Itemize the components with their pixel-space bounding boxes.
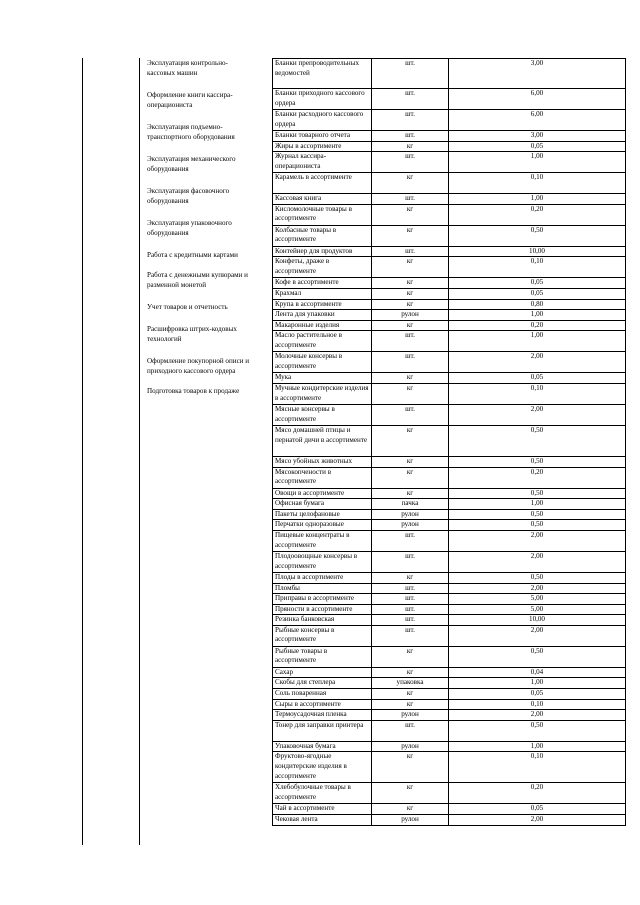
item-unit-cell: кг [372,299,449,310]
item-unit-cell: кг [372,173,449,194]
table-row [273,288,626,299]
table-row [273,173,626,194]
table-row [273,530,626,551]
item-quantity-cell: 0,05 [449,804,626,815]
item-name-cell: Пряности в ассортименте [273,604,372,615]
item-quantity-cell: 5,00 [449,594,626,605]
item-unit-cell: кг [372,383,449,404]
table-row [273,320,626,331]
item-quantity-cell: 0,20 [449,467,626,488]
item-unit-cell: кг [372,278,449,289]
table-row [273,667,626,678]
item-quantity-cell: 2,00 [449,583,626,594]
item-quantity-cell: 3,00 [449,131,626,142]
item-name-cell: Пакеты целофановые [273,509,372,520]
item-quantity-cell: 2,00 [449,815,626,826]
item-name-cell: Термоусадочная пленка [273,710,372,721]
item-quantity-cell: 6,00 [449,89,626,110]
topic-item: Учет товаров и отчетность [147,303,228,311]
item-name-cell: Масло растительное в ассортименте [273,331,372,352]
table-row [273,425,626,456]
item-quantity-cell: 6,00 [449,110,626,131]
item-quantity-cell: 2,00 [449,530,626,551]
item-quantity-cell: 0,10 [449,173,626,194]
item-unit-cell: кг [372,225,449,246]
item-name-cell: Жиры в ассортименте [273,141,372,152]
table-row [273,383,626,404]
item-quantity-cell: 0,50 [449,509,626,520]
item-unit-cell: кг [372,320,449,331]
item-quantity-cell: 5,00 [449,604,626,615]
table-row [273,551,626,572]
item-name-cell: Бланки расходного кассового ордера [273,110,372,131]
item-unit-cell: кг [372,257,449,278]
item-unit-cell: кг [372,699,449,710]
table-row [273,509,626,520]
item-name-cell: Мучные кондитерские изделия в ассортименте [273,383,372,404]
item-quantity-cell: 2,00 [449,625,626,646]
item-name-cell: Упаковочная бумага [273,741,372,752]
item-quantity-cell: 0,50 [449,572,626,583]
item-name-cell: Рыбные товары в ассортименте [273,646,372,667]
item-unit-cell: шт. [372,615,449,626]
item-quantity-cell: 0,10 [449,383,626,404]
item-name-cell: Мясо убойных животных [273,456,372,467]
item-quantity-cell: 0,50 [449,520,626,531]
left-border-line [82,58,83,845]
item-unit-cell: шт. [372,331,449,352]
item-quantity-cell: 0,05 [449,689,626,700]
table-row [273,741,626,752]
item-name-cell: Мука [273,373,372,384]
table-row [273,204,626,225]
item-unit-cell: шт. [372,404,449,425]
table-row [273,257,626,278]
item-quantity-cell: 0,50 [449,456,626,467]
table-row [273,404,626,425]
item-unit-cell: пачка [372,499,449,510]
item-quantity-cell: 0,50 [449,425,626,456]
item-unit-cell: кг [372,456,449,467]
item-quantity-cell: 0,10 [449,752,626,783]
item-name-cell: Чай в ассортименте [273,804,372,815]
topic-item: Расшифровка штрих-кодовых технологий [147,325,237,343]
item-name-cell: Конфеты, драже в ассортименте [273,257,372,278]
item-name-cell: Сыры в ассортименте [273,699,372,710]
item-name-cell: Соль поваренная [273,689,372,700]
topics-column [147,58,272,406]
table-row [273,646,626,667]
item-name-cell: Сахар [273,667,372,678]
table-row [273,59,626,89]
item-unit-cell: шт. [372,352,449,373]
item-name-cell: Чековая лента [273,815,372,826]
item-unit-cell: кг [372,752,449,783]
table-row [273,678,626,689]
item-unit-cell: кг [372,425,449,456]
item-name-cell: Кофе в ассортименте [273,278,372,289]
item-quantity-cell: 0,50 [449,720,626,741]
item-quantity-cell: 0,20 [449,204,626,225]
item-quantity-cell: 0,05 [449,288,626,299]
item-unit-cell: шт. [372,110,449,131]
item-unit-cell: шт. [372,59,449,89]
table-row [273,310,626,321]
table-row [273,604,626,615]
table-row [273,278,626,289]
table-row [273,499,626,510]
item-quantity-cell: 10,00 [449,615,626,626]
item-unit-cell: кг [372,689,449,700]
table-row [273,331,626,352]
table-row [273,352,626,373]
topic-item: Эксплуатация подъемно- транспортного оборудования [147,123,235,141]
table-row [273,720,626,741]
item-unit-cell: шт. [372,604,449,615]
item-unit-cell: рулон [372,310,449,321]
item-unit-cell: кг [372,667,449,678]
item-name-cell: Овощи в ассортименте [273,488,372,499]
table-row [273,299,626,310]
item-name-cell: Рыбные консервы в ассортименте [273,625,372,646]
item-unit-cell: кг [372,488,449,499]
item-quantity-cell: 0,50 [449,488,626,499]
item-name-cell: Приправы в ассортименте [273,594,372,605]
table-row [273,752,626,783]
item-name-cell: Колбасные товары в ассортименте [273,225,372,246]
item-unit-cell: шт. [372,625,449,646]
table-row [273,225,626,246]
item-name-cell: Скобы для степлера [273,678,372,689]
item-name-cell: Лента для упаковки [273,310,372,321]
table-row [273,246,626,257]
item-unit-cell: кг [372,783,449,804]
item-unit-cell: кг [372,572,449,583]
item-unit-cell: кг [372,204,449,225]
topic-item: Работа с денежными купюрами и разменной монетой [147,271,248,289]
item-quantity-cell: 2,00 [449,710,626,721]
item-quantity-cell: 3,00 [449,59,626,89]
topic-item: Оформление книги кассира- операциониста [147,91,233,109]
item-unit-cell: кг [372,373,449,384]
item-quantity-cell: 0,80 [449,299,626,310]
item-quantity-cell: 2,00 [449,352,626,373]
topic-item: Работа с кредитными картами [147,251,238,259]
topic-item: Эксплуатация упаковочного оборудования [147,219,232,237]
item-quantity-cell: 0,10 [449,257,626,278]
item-name-cell: Кисломолочные товары в ассортименте [273,204,372,225]
item-unit-cell: шт. [372,583,449,594]
topic-item: Подготовка товаров к продаже [147,387,240,395]
item-quantity-cell: 0,04 [449,667,626,678]
item-name-cell: Мясокопчености в ассортименте [273,467,372,488]
item-name-cell: Кассовая книга [273,194,372,205]
table-row [273,572,626,583]
table-row [273,804,626,815]
item-name-cell: Контейнер для продуктов [273,246,372,257]
item-quantity-cell: 1,00 [449,499,626,510]
item-quantity-cell: 0,20 [449,783,626,804]
item-name-cell: Карамель в ассортименте [273,173,372,194]
item-unit-cell: кг [372,467,449,488]
table-row [273,131,626,142]
table-row [273,815,626,826]
item-name-cell: Бланки товарного отчета [273,131,372,142]
table-row [273,152,626,173]
item-unit-cell: шт. [372,89,449,110]
item-quantity-cell: 2,00 [449,551,626,572]
item-quantity-cell: 0,50 [449,646,626,667]
item-unit-cell: кг [372,804,449,815]
item-unit-cell: шт. [372,152,449,173]
table-row [273,594,626,605]
item-name-cell: Молочные консервы в ассортименте [273,352,372,373]
item-name-cell: Крахмал [273,288,372,299]
materials-table-body [273,59,626,826]
item-name-cell: Офисная бумага [273,499,372,510]
item-unit-cell: рулон [372,815,449,826]
item-quantity-cell: 1,00 [449,741,626,752]
item-unit-cell: шт. [372,246,449,257]
topic-item: Оформление покупорной описи и приходного кассового ордера [147,357,250,375]
item-quantity-cell: 1,00 [449,152,626,173]
item-quantity-cell: 0,05 [449,373,626,384]
table-row [273,583,626,594]
item-quantity-cell: 2,00 [449,404,626,425]
table-row [273,710,626,721]
item-quantity-cell: 0,05 [449,278,626,289]
item-name-cell: Макаронные изделия [273,320,372,331]
item-name-cell: Фруктово-ягодные кондитерские изделия в ассортименте [273,752,372,783]
table-row [273,699,626,710]
table-row [273,141,626,152]
table-row [273,467,626,488]
table-row [273,615,626,626]
item-quantity-cell: 1,00 [449,310,626,321]
item-name-cell: Мясные консервы в ассортименте [273,404,372,425]
item-unit-cell: кг [372,288,449,299]
topic-item: Эксплуатация механического оборудования [147,155,236,173]
topic-item: Эксплуатация контрольно- кассовых машин [147,59,228,77]
item-quantity-cell: 10,00 [449,246,626,257]
item-name-cell: Пломбы [273,583,372,594]
item-unit-cell: шт. [372,594,449,605]
item-quantity-cell: 0,50 [449,225,626,246]
table-row [273,520,626,531]
item-name-cell: Бланки препроводительных ведомостей [273,59,372,89]
item-name-cell: Пищевые концентраты в ассортименте [273,530,372,551]
table-row [273,783,626,804]
item-name-cell: Журнал кассира-операциониста [273,152,372,173]
item-unit-cell: шт. [372,720,449,741]
topic-item: Эксплуатация фасовочного оборудования [147,187,230,205]
item-unit-cell: упаковка [372,678,449,689]
item-unit-cell: рулон [372,710,449,721]
item-unit-cell: шт. [372,131,449,142]
item-unit-cell: кг [372,141,449,152]
item-name-cell: Плодоовощные консервы в ассортименте [273,551,372,572]
item-quantity-cell: 0,05 [449,141,626,152]
item-unit-cell: рулон [372,509,449,520]
materials-table [272,58,626,826]
item-quantity-cell: 1,00 [449,678,626,689]
item-unit-cell: шт. [372,551,449,572]
item-unit-cell: шт. [372,530,449,551]
table-row [273,110,626,131]
table-row [273,488,626,499]
item-name-cell: Резинка банковская [273,615,372,626]
table-row [273,689,626,700]
item-name-cell: Перчатки одноразовые [273,520,372,531]
item-quantity-cell: 1,00 [449,194,626,205]
item-quantity-cell: 0,20 [449,320,626,331]
table-row [273,89,626,110]
item-quantity-cell: 0,10 [449,699,626,710]
item-unit-cell: рулон [372,520,449,531]
item-unit-cell: шт. [372,194,449,205]
table-row [273,373,626,384]
item-name-cell: Хлебобулочные товары в ассортименте [273,783,372,804]
table-row [273,194,626,205]
item-name-cell: Крупа в ассортименте [273,299,372,310]
item-quantity-cell: 1,00 [449,331,626,352]
item-name-cell: Тонер для заправки принтера [273,720,372,741]
item-unit-cell: рулон [372,741,449,752]
column-border-line [139,58,140,845]
item-name-cell: Бланки приходного кассового ордера [273,89,372,110]
item-unit-cell: кг [372,646,449,667]
table-row [273,625,626,646]
table-row [273,456,626,467]
item-name-cell: Мясо домашней птицы и пернатой дичи в ассортименте [273,425,372,456]
item-name-cell: Плоды в ассортименте [273,572,372,583]
